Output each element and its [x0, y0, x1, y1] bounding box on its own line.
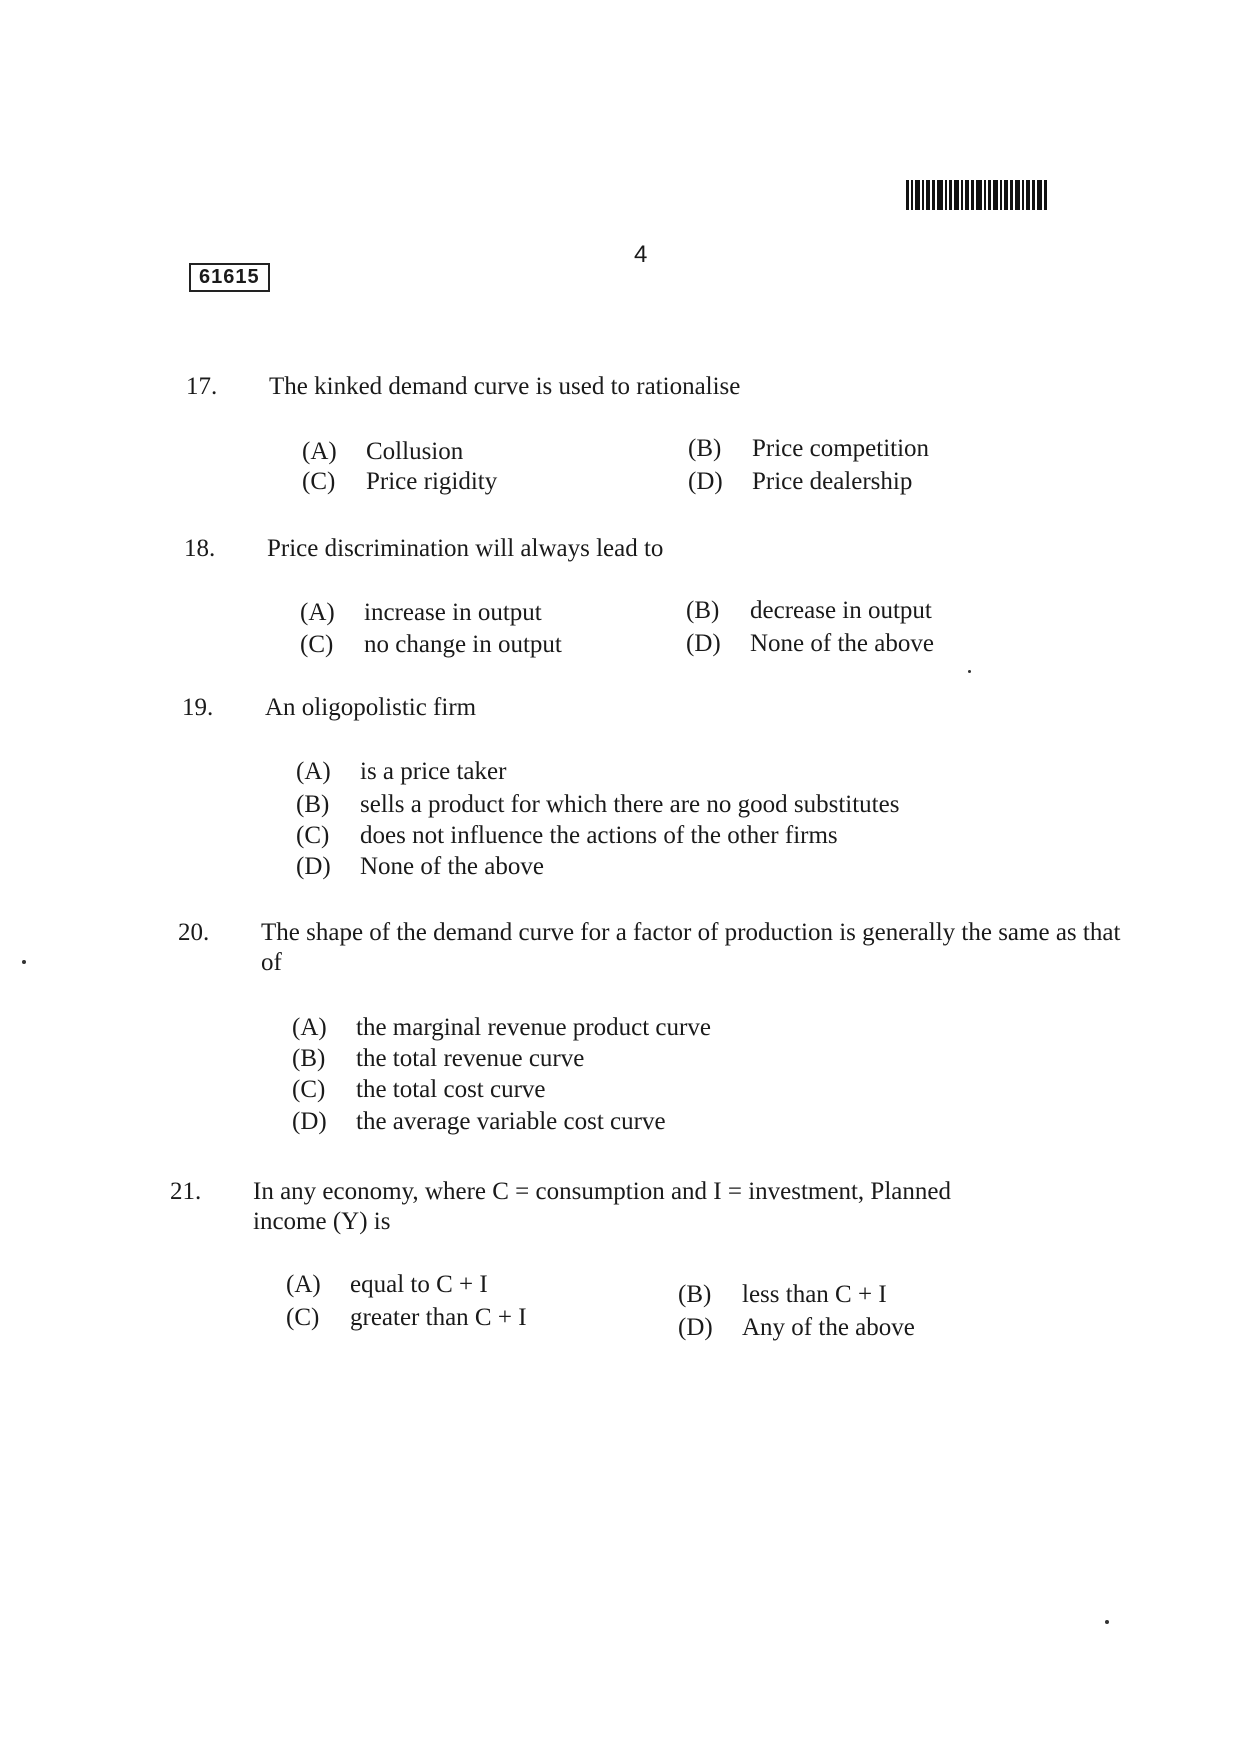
option-label: (B) [296, 791, 330, 818]
option-text: equal to C + I [350, 1271, 488, 1298]
option-label: (A) [286, 1271, 321, 1298]
option-label: (A) [296, 758, 331, 785]
option-label: (C) [302, 468, 336, 495]
question-number: 21. [170, 1178, 202, 1205]
option-label: (C) [292, 1076, 326, 1103]
option-text: the total revenue curve [356, 1045, 585, 1072]
option-text: increase in output [364, 599, 542, 626]
barcode-image [906, 180, 1049, 210]
option-text: less than C + I [742, 1281, 887, 1308]
option-label: (D) [686, 630, 721, 657]
option-21-a [286, 1270, 488, 1300]
question-text: The shape of the demand curve for a factor of production is generally the same as that of [261, 919, 1121, 976]
option-text: Price dealership [752, 468, 913, 495]
option-20-d [292, 1107, 666, 1137]
option-text: is a price taker [360, 758, 507, 785]
option-label: (D) [296, 853, 331, 880]
option-text: the total cost curve [356, 1076, 546, 1103]
option-19-c [296, 821, 838, 851]
option-text: None of the above [750, 630, 934, 657]
option-19-a [296, 757, 506, 787]
question-text: In any economy, where C = consumption and I = investment, Planned income (Y) is [253, 1178, 951, 1235]
question-text: An oligopolistic firm [265, 694, 477, 721]
option-17-c [302, 467, 497, 497]
option-label: (C) [296, 822, 330, 849]
option-text: no change in output [364, 631, 562, 658]
option-label: (B) [688, 435, 722, 462]
option-text: None of the above [360, 853, 544, 880]
option-18-d [686, 629, 934, 659]
option-21-c [286, 1303, 527, 1333]
option-label: (A) [292, 1014, 327, 1041]
option-20-a [292, 1013, 711, 1043]
option-17-b [688, 434, 929, 464]
option-text: Price competition [752, 435, 930, 462]
option-label: (A) [300, 599, 335, 626]
option-text: does not influence the actions of the other firms [360, 822, 838, 849]
option-text: sells a product for which there are no good substitutes [360, 791, 900, 818]
scan-speck [968, 670, 971, 673]
option-label: (A) [302, 438, 337, 465]
option-label: (B) [678, 1281, 712, 1308]
option-19-b [296, 790, 899, 820]
option-text: greater than C + I [350, 1304, 527, 1331]
option-label: (C) [300, 631, 334, 658]
option-text: Any of the above [742, 1314, 915, 1341]
option-20-b [292, 1044, 584, 1074]
scan-speck [1105, 1620, 1109, 1624]
option-19-d [296, 852, 544, 882]
question-number: 17. [186, 373, 218, 400]
option-text: decrease in output [750, 597, 932, 624]
option-label: (B) [686, 597, 720, 624]
question-text: The kinked demand curve is used to rationalise [269, 373, 741, 400]
option-18-c [300, 630, 562, 660]
option-20-c [292, 1075, 546, 1105]
option-text: the average variable cost curve [356, 1108, 666, 1135]
question-number: 20. [178, 919, 210, 946]
option-text: Collusion [366, 438, 464, 465]
page-number: 4 [634, 241, 648, 268]
option-17-a [302, 437, 463, 467]
question-text: Price discrimination will always lead to [267, 535, 664, 562]
option-text: Price rigidity [366, 468, 498, 495]
option-label: (D) [688, 468, 723, 495]
option-18-a [300, 598, 542, 628]
question-number: 18. [184, 535, 216, 562]
option-text: the marginal revenue product curve [356, 1014, 711, 1041]
question-number: 19. [182, 694, 214, 721]
option-label: (C) [286, 1304, 320, 1331]
option-21-b [678, 1280, 887, 1310]
scan-speck [22, 960, 26, 964]
option-label: (D) [678, 1314, 713, 1341]
option-17-d [688, 467, 912, 497]
option-18-b [686, 596, 932, 626]
option-label: (B) [292, 1045, 326, 1072]
option-label: (D) [292, 1108, 327, 1135]
option-21-d [678, 1313, 915, 1343]
paper-code-box: 61615 [189, 263, 270, 292]
